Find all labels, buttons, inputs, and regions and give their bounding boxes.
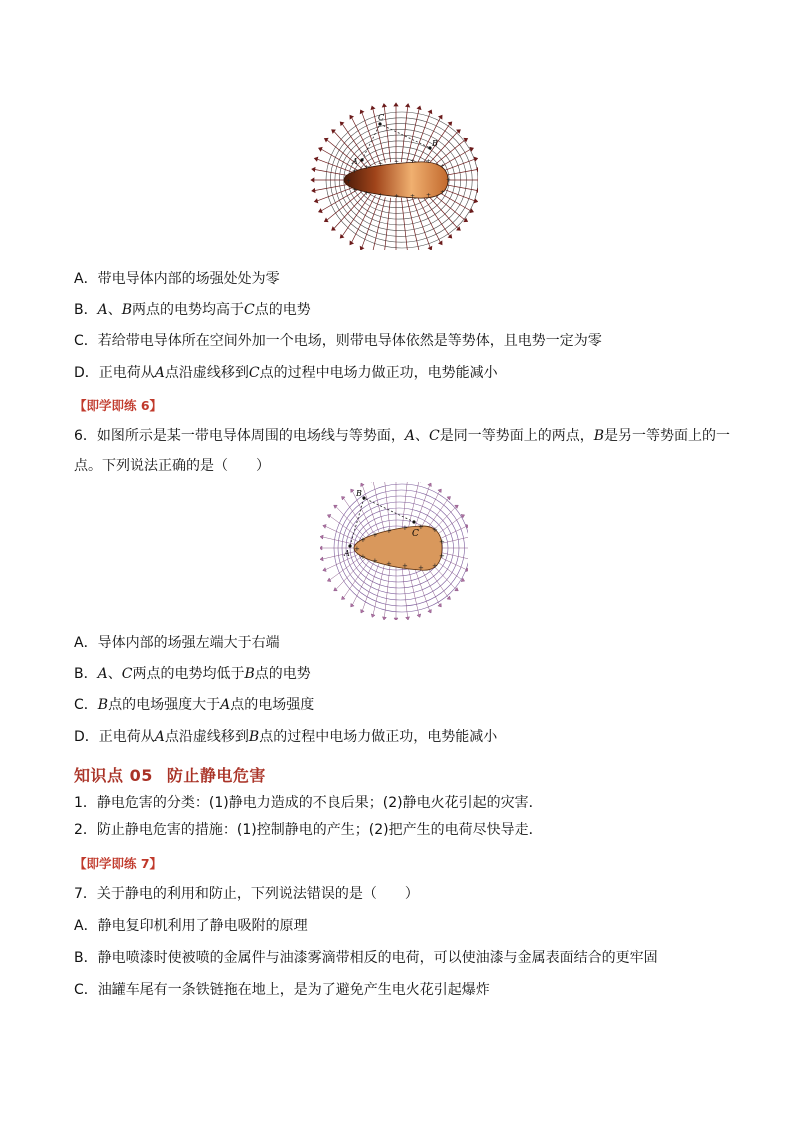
plus-sign: + [426,158,432,165]
field-line [336,559,365,590]
q6-option-d: D．正电荷从A点沿虚线移到B点的过程中电场力做正功，电势能减小 [74,729,498,745]
practice-6-tag: 【即学即练 6】 [74,398,163,413]
figure-conductor-field-1 [308,98,478,250]
q5-option-c: C．若给带电导体所在空间外加一个电场，则带电导体依然是等势体，且电势一定为零 [74,333,602,349]
plus-sign: + [418,564,424,572]
field-arrow [334,587,338,590]
field-arrow [314,199,317,203]
field-arrow [406,104,410,107]
point-a-marker [348,544,351,547]
field-arrow [323,568,326,572]
point-b-marker [362,496,365,499]
plus-sign: + [346,178,352,185]
plus-sign: + [372,531,378,539]
q7-option-a: A．静电复印机利用了静电吸附的原理 [74,918,308,934]
practice-7-tag: 【即学即练 7】 [74,856,163,871]
field-arrow [474,199,477,203]
point-a-marker [360,158,363,161]
field-arrow [470,209,474,213]
field-arrow [319,209,323,213]
plus-sign: + [439,538,445,546]
plus-sign: + [360,553,366,561]
field-arrow [360,110,364,114]
plus-sign: + [432,526,438,534]
field-arrow [334,505,338,508]
q7-stem: 7．关于静电的利用和防止，下列说法错误的是（ ） [74,886,419,902]
field-arrow [417,106,421,109]
field-line [402,566,408,617]
q5-option-a: A．带电导体内部的场强处处为零 [74,271,280,287]
field-arrow [319,147,323,151]
field-arrow [312,167,315,171]
q6-option-a: A．导体内部的场强左端大于右端 [74,635,280,651]
plus-sign: + [418,523,424,531]
plus-sign: + [394,193,400,200]
plus-sign: + [386,560,392,568]
field-arrow [470,147,474,151]
label-b: B [432,139,438,148]
field-arrow [417,614,421,617]
plus-sign: + [402,562,408,570]
point-c-marker [412,520,415,523]
knowledge-point-heading [74,763,266,786]
field-arrow [466,568,468,572]
field-arrow [312,189,315,193]
plus-sign: + [352,168,358,175]
field-line [323,537,359,545]
q7-option-b: B．静电喷漆时使被喷的金属件与油漆雾滴带相反的电荷，可以使油漆与金属表面结合的更牢固 [74,950,658,966]
plus-sign: + [364,164,370,171]
plus-sign: + [364,190,370,197]
field-arrow [382,104,386,107]
field-arrow [474,157,477,161]
field-arrow [320,546,322,550]
field-line [384,482,390,530]
field-arrow [351,603,354,607]
field-arrow [311,178,314,182]
field-arrow [428,110,432,114]
q6-stem-line-1: 6．如图所示是某一带电导体周围的电场线与等势面，A、C是同一等势面上的两点，B是另一等势面上的一 [74,428,731,444]
field-arrow [438,603,441,607]
field-arrow [323,524,326,528]
field-line [384,566,390,617]
plus-sign: + [378,192,384,199]
plus-sign: + [440,189,446,196]
label-a: A [352,157,358,166]
label-a: A [344,549,350,558]
field-line [402,482,408,530]
field-arrow [394,618,398,620]
field-line [362,564,378,610]
figure-conductor-field-2 [320,482,468,620]
plus-sign: + [410,158,416,165]
field-arrow [371,106,375,109]
field-arrow [406,617,410,620]
plus-sign: + [394,159,400,166]
plus-sign: + [402,524,408,532]
plus-sign: + [432,562,438,570]
field-line [362,486,378,532]
plus-sign: + [446,177,452,184]
field-arrow [320,557,323,561]
field-arrow [360,246,364,250]
plus-sign: + [360,536,366,544]
plus-sign: + [352,187,358,194]
field-diagram-1 [308,98,478,250]
q7-option-c: C．油罐车尾有一条铁链拖在地上，是为了避免产生电火花引起爆炸 [74,982,490,998]
q5-option-b: B．A、B两点的电势均高于C点的电势 [74,302,311,318]
plus-sign: + [354,545,360,553]
plus-sign: + [440,163,446,170]
q6-option-b: B．A、C两点的电势均低于B点的电势 [74,666,311,682]
field-arrow [428,246,432,250]
knowledge-point-title: 防止静电危害 [166,766,266,785]
plus-sign: + [410,193,416,200]
field-arrow [477,189,478,193]
label-c: C [412,529,419,539]
plus-sign: + [386,527,392,535]
field-arrow [351,489,354,493]
plus-sign: + [378,161,384,168]
field-arrow [394,103,398,106]
field-line [373,197,385,250]
field-line [384,198,390,250]
q6-option-c: C．B点的电场强度大于A点的电场强度 [74,697,315,713]
point-c-marker [378,122,381,125]
knowledge-item-2: 2．防止静电危害的措施：(1)控制静电的产生；(2)把产生的电荷尽快导走． [74,822,543,838]
field-arrow [371,614,375,617]
label-b: B [356,489,362,498]
plus-sign: + [439,552,445,560]
field-arrow [438,489,441,493]
field-line [336,507,365,538]
q6-stem-line-2: 点。下列说法正确的是（ ） [74,458,270,474]
field-diagram-2 [320,482,468,620]
knowledge-item-1: 1．静电危害的分类：(1)静电力造成的不良后果；(2)静电火花引起的灾害． [74,795,543,811]
field-arrow [314,157,317,161]
field-arrow [320,535,323,539]
label-c: C [378,113,385,122]
plus-sign: + [372,557,378,565]
plus-sign: + [426,192,432,199]
q5-option-d: D．正电荷从A点沿虚线移到C点的过程中电场力做正功，电势能减小 [74,365,498,381]
knowledge-point-number: 知识点 05 [74,766,153,785]
field-arrow [477,167,478,171]
field-arrow [466,524,468,528]
field-arrow [382,617,386,620]
